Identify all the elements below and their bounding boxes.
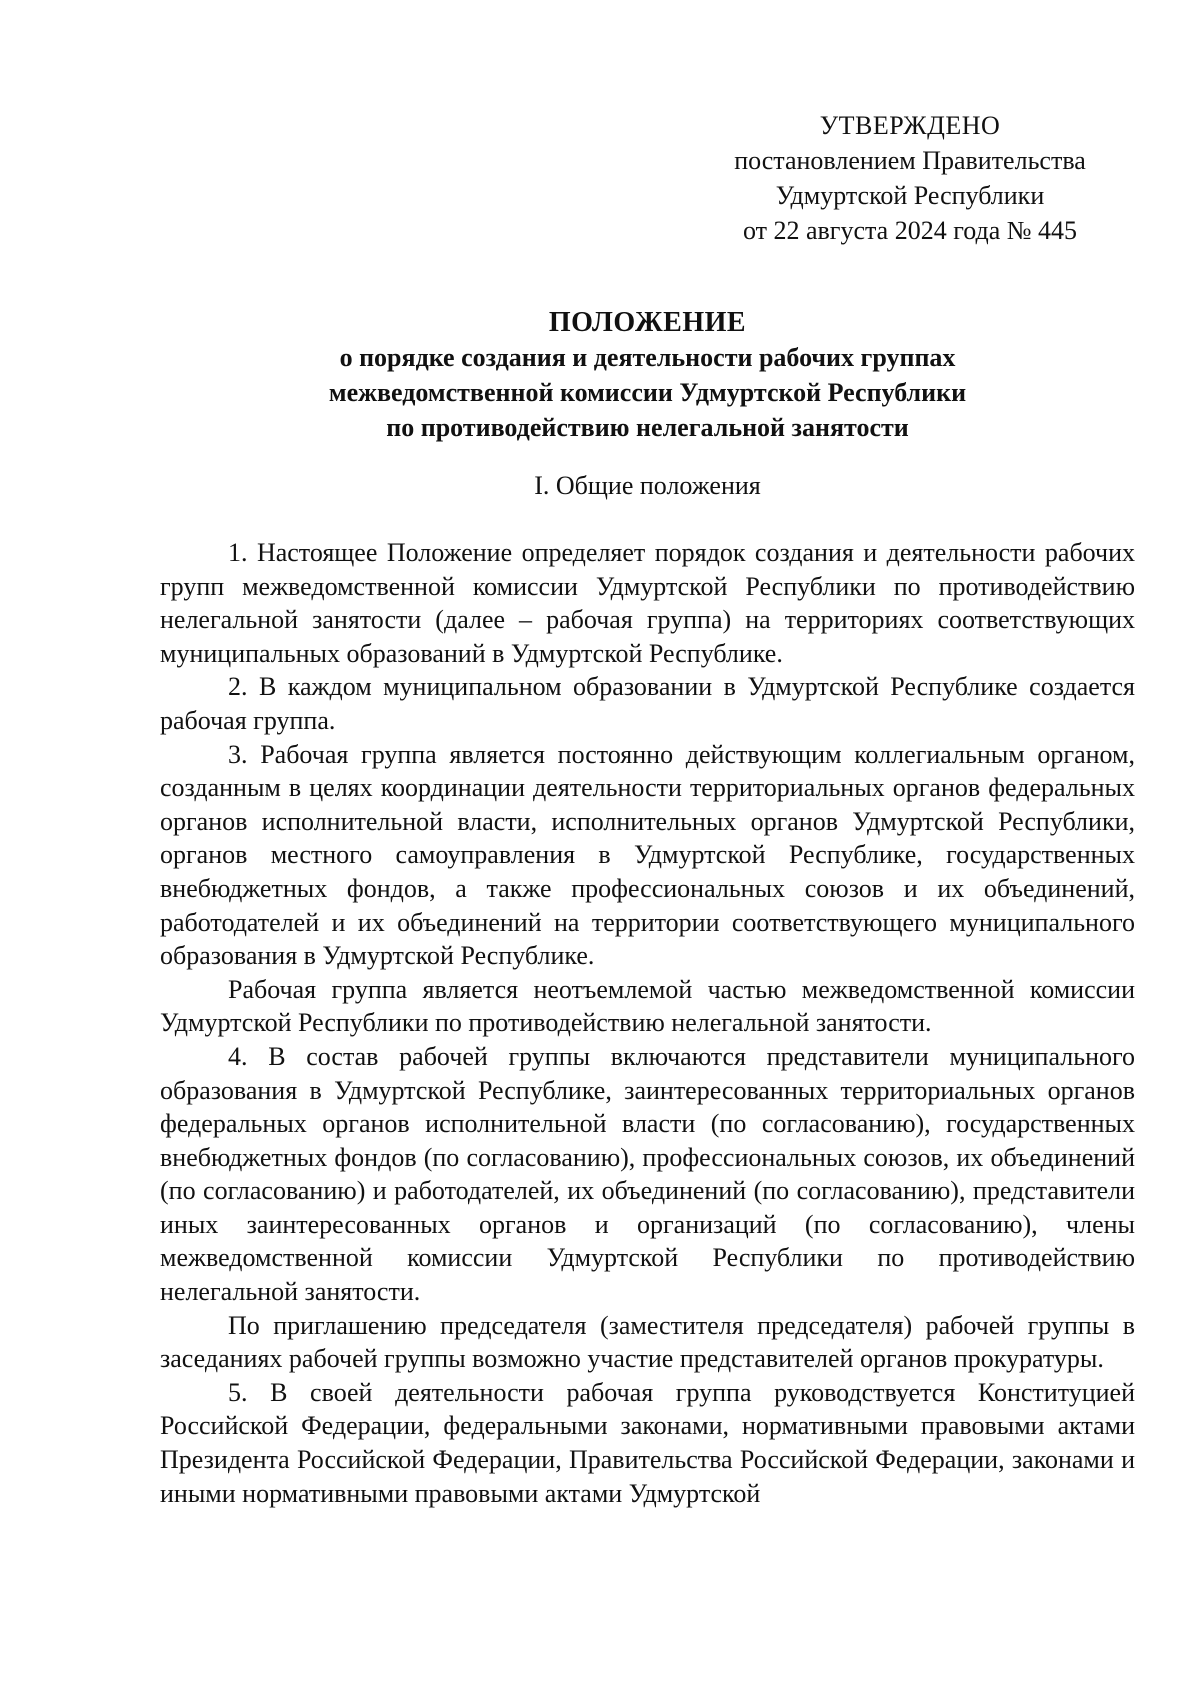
approval-stamp-title: УТВЕРЖДЕНО	[819, 111, 1001, 140]
document-subtitle-line: по противодействию нелегальной занятости	[386, 413, 909, 442]
approval-line: Удмуртской Республики	[775, 181, 1045, 210]
document-title: ПОЛОЖЕНИЕ	[548, 307, 747, 338]
paragraph: 3. Рабочая группа является постоянно действующим коллегиальным органом, созданным в целях координации деятельности территориальных органов федеральных органов исполнительной власти, исполнительных органов Удмуртской Республики, органов местного самоуправления в Удмуртской Республике, государственных внебюджетных фондов, а также профессиональных союзов и их объединений, работодателей и их объединений на территории соответствующего муниципального образования в Удмуртской Республике.	[160, 739, 1135, 971]
document-title-block	[160, 305, 1135, 445]
paragraph: Рабочая группа является неотъемлемой частью межведомственной комиссии Удмуртской Республики по противодействию нелегальной занятости.	[160, 974, 1135, 1038]
document-subtitle-line: о порядке создания и деятельности рабочих группах	[339, 343, 956, 372]
document-subtitle-line: межведомственной комиссии Удмуртской Республики	[328, 378, 967, 407]
paragraph: 1. Настоящее Положение определяет порядок создания и деятельности рабочих групп межведомственной комиссии Удмуртской Республики по противодействию нелегальной занятости (далее – рабочая группа) на территориях соответствующих муниципальных образований в Удмуртской Республике.	[160, 538, 1135, 668]
approval-stamp	[700, 108, 1120, 248]
paragraph: 2. В каждом муниципальном образовании в Удмуртской Республике создается рабочая группа.	[160, 672, 1135, 735]
document-body	[160, 536, 1135, 1510]
paragraph: 5. В своей деятельности рабочая группа руководствуется Конституцией Российской Федерации, федеральными законами, нормативными правовыми актами Президента Российской Федерации, Правительства Российской Федерации, законами и иными нормативными правовыми актами Удмуртской	[160, 1377, 1135, 1508]
section-heading: I. Общие положения	[534, 471, 761, 500]
approval-date-line: от 22 августа 2024 года № 445	[742, 216, 1078, 245]
paragraph: По приглашению председателя (заместителя председателя) рабочей группы в заседаниях рабочей группы возможно участие представителей органов прокуратуры.	[160, 1310, 1135, 1374]
paragraph: 4. В состав рабочей группы включаются представители муниципального образования в Удмуртской Республике, заинтересованных территориальных органов федеральных органов исполнительной власти (по согласованию), государственных внебюджетных фондов (по согласованию), профессиональных союзов, их объединений (по согласованию) и работодателей, их объединений (по согласованию), представители иных заинтересованных органов и организаций (по согласованию), члены межведомственной комиссии Удмуртской Республики по противодействию нелегальной занятости.	[160, 1041, 1135, 1307]
approval-line: постановлением Правительства	[734, 146, 1086, 175]
